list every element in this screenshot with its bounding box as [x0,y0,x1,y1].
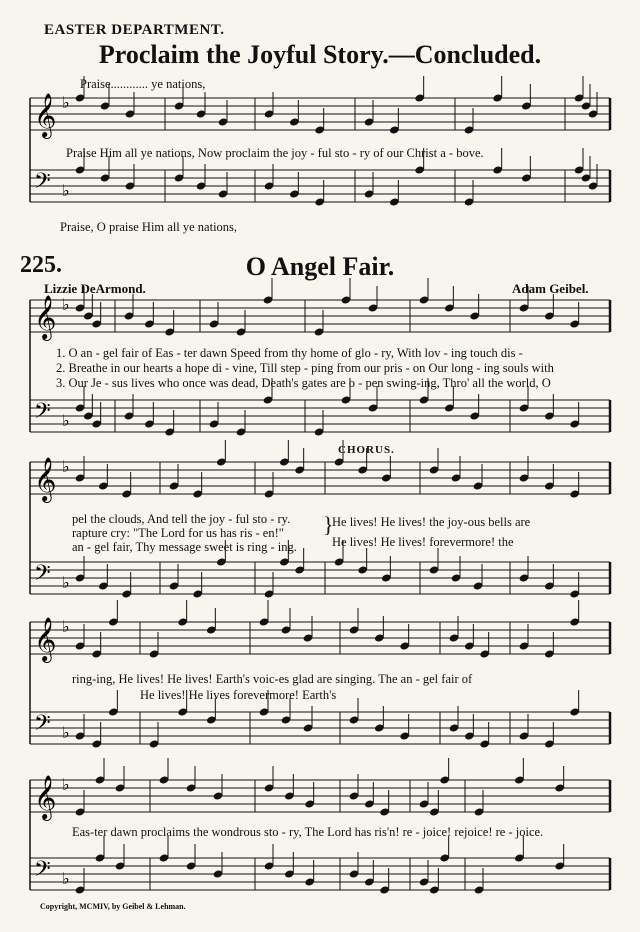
system3-verse3: an - gel fair, Thy message sweet is ring - ing. [72,540,297,554]
bass-clef: 𝄢 [34,711,51,741]
system5-lyric: Eas-ter dawn proclaims the wondrous sto - ry, The Lord has ris'n! re - joice! rejoice! re - joice. [72,825,544,839]
treble-clef: 𝄞 [34,93,57,137]
top-section-bass-lyric: Praise, O praise Him all ye nations, [60,220,238,234]
system4-lyric-1: ring-ing, He lives! He lives! Earth's voic-es glad are singing. The an - gel fair of [72,672,473,686]
chorus-line-1: He lives! He lives! the joy-ous bells are [332,515,531,529]
bass-clef: 𝄢 [34,399,51,429]
treble-clef: 𝄞 [34,775,57,819]
verse-3: 3. Our Je - sus lives who once was dead, Death's gates are o - pen swing-ing, Thro' all the world, O [56,376,551,390]
hymn-author: Lizzie DeArmond. [44,281,146,296]
flat-key-signature: ♭ [62,181,70,200]
hymn-composer: Adam Geibel. [512,281,589,296]
system4-lyric-2: He lives! He lives forevermore! Earth's [140,688,337,702]
page-title: Proclaim the Joyful Story.—Concluded. [98,40,542,69]
hymn-title: O Angel Fair. [245,252,395,281]
treble-clef: 𝄞 [34,295,57,339]
treble-clef: 𝄞 [34,617,57,661]
system3-verse1: pel the clouds, And tell the joy - ful sto - ry. [72,512,291,526]
flat-key-signature: ♭ [62,411,70,430]
hymn-number: 225. [20,252,62,278]
flat-key-signature: ♭ [62,775,70,794]
flat-key-signature: ♭ [62,93,70,112]
flat-key-signature: ♭ [62,723,70,742]
verse-2: 2. Breathe in our hearts a hope di - vine, Till step - ping from our pris - on Our long - ing souls with [56,361,554,375]
verse-1: 1. O an - gel fair of Eas - ter dawn Speed from thy home of glo - ry, With lov - ing touch dis - [56,346,523,360]
bass-clef: 𝄢 [34,561,51,591]
flat-key-signature: ♭ [62,457,70,476]
flat-key-signature: ♭ [62,573,70,592]
above-staff-lyric: Praise............ ye nations, [80,77,206,91]
department-heading: EASTER DEPARTMENT. [44,22,225,38]
chorus-line-2: He lives! He lives! forevermore! the [332,535,514,549]
bass-clef: 𝄢 [34,169,51,199]
brace-symbol: } [323,512,334,537]
treble-clef: 𝄞 [34,457,57,501]
bass-clef: 𝄢 [34,857,51,887]
top-section-lyric: Praise Him all ye nations, Now proclaim the joy - ful sto - ry of our Christ a - bove. [66,146,484,160]
flat-key-signature: ♭ [62,295,70,314]
system3-verse2: rapture cry: "The Lord for us has ris - en!" [72,526,284,540]
flat-key-signature: ♭ [62,617,70,636]
chorus-label: CHORUS. [338,444,395,456]
flat-key-signature: ♭ [62,869,70,888]
copyright-notice: Copyright, MCMIV, by Geibel & Lehman. [40,902,186,911]
